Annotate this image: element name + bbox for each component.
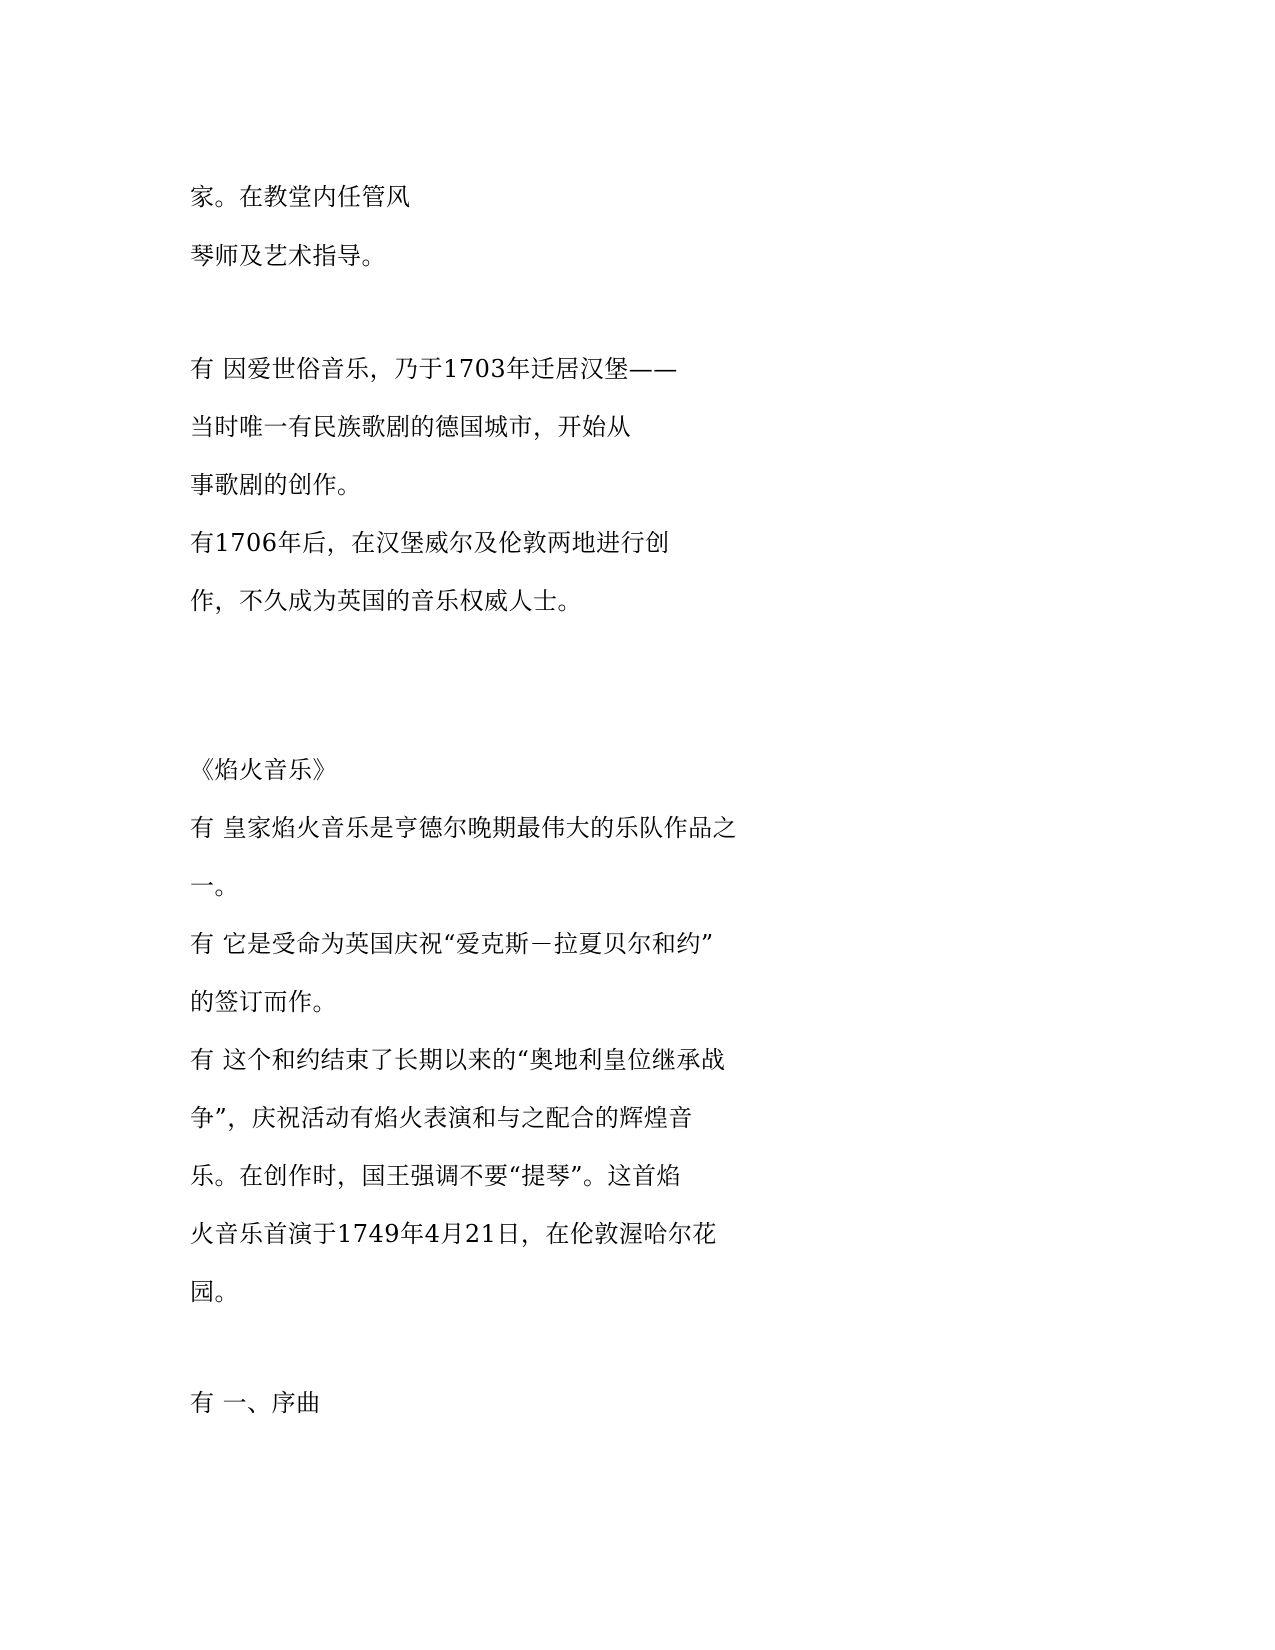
text-line: 有 因爱世俗音乐，乃于1703年迁居汉堡—— (190, 355, 678, 383)
section-heading: 《焰火音乐》 (190, 756, 337, 784)
text-line: 一。 (190, 872, 239, 900)
text-line: 有1706年后，在汉堡威尔及伦敦两地进行创 (190, 529, 670, 557)
text-line: 园。 (190, 1278, 239, 1306)
text-line: 有 这个和约结束了长期以来的“奥地利皇位继承战 (190, 1046, 726, 1074)
text-line: 家。在教堂内任管风 (190, 183, 411, 211)
text-line: 事歌剧的创作。 (190, 471, 362, 499)
text-line: 作，不久成为英国的音乐权威人士。 (190, 587, 582, 615)
section-heading: 有 一、序曲 (190, 1389, 321, 1417)
text-line: 火音乐首演于1749年4月21日，在伦敦渥哈尔花 (190, 1220, 717, 1248)
text-line: 琴师及艺术指导。 (190, 242, 386, 270)
text-line: 有 皇家焰火音乐是亨德尔晚期最伟大的乐队作品之 (190, 814, 738, 842)
text-line: 有 它是受命为英国庆祝“爱克斯－拉夏贝尔和约” (190, 930, 714, 958)
text-line: 争”，庆祝活动有焰火表演和与之配合的辉煌音 (190, 1104, 693, 1132)
text-line: 乐。在创作时，国王强调不要“提琴”。这首焰 (190, 1162, 682, 1190)
text-line: 的签订而作。 (190, 988, 337, 1016)
text-line: 当时唯一有民族歌剧的德国城市，开始从 (190, 413, 631, 441)
